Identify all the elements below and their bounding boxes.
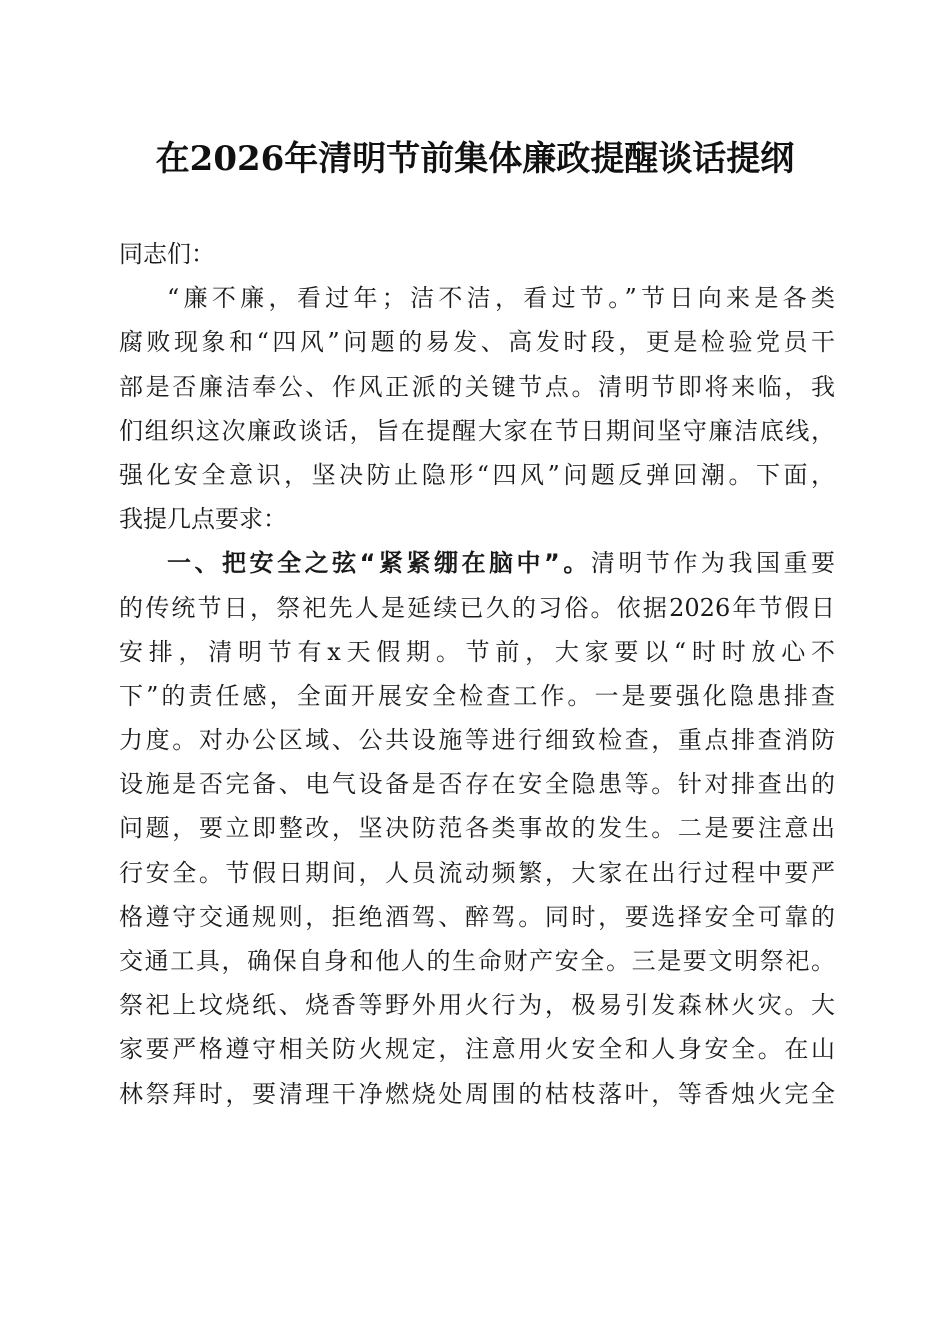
section-1-heading: 一、把安全之弦“紧紧绷在脑中”。 bbox=[167, 549, 591, 578]
salutation: 同志们： bbox=[119, 240, 215, 268]
section-1-line: 下”的责任感，全面开展安全检查工作。一是要强化隐患排查 bbox=[119, 681, 835, 710]
section-1-line: 交通工具，确保自身和他人的生命财产安全。三是要文明祭祀。 bbox=[119, 947, 835, 975]
section-1-line: 家要严格遵守相关防火规定，注意用火安全和人身安全。在山 bbox=[119, 1035, 835, 1064]
section-1-line: 的传统节日，祭祀先人是延续已久的习俗。依据2026年节假日 bbox=[119, 593, 835, 622]
intro-line: 我提几点要求： bbox=[119, 505, 287, 534]
intro-line: 部是否廉洁奉公、作风正派的关键节点。清明节即将来临，我 bbox=[119, 372, 835, 401]
section-1-line: 安排，清明节有x天假期。节前，大家要以“时时放心不 bbox=[119, 637, 835, 666]
section-1-line: 设施是否完备、电气设备是否存在安全隐患等。针对排查出的 bbox=[119, 770, 835, 799]
intro-line: 腐败现象和“四风”问题的易发、高发时段，更是检验党员干 bbox=[119, 328, 835, 357]
section-1-line: 力度。对办公区域、公共设施等进行细致检查，重点排查消防 bbox=[119, 726, 835, 755]
section-1-line: 行安全。节假日期间，人员流动频繁，大家在出行过程中要严 bbox=[119, 858, 835, 887]
section-1-first-line-text: 清明节作为我国重要 bbox=[590, 549, 836, 578]
section-1-line: 问题，要立即整改，坚决防范各类事故的发生。二是要注意出 bbox=[119, 814, 835, 843]
section-1-line: 祭祀上坟烧纸、烧香等野外用火行为，极易引发森林火灾。大 bbox=[119, 991, 835, 1020]
section-1-first-line bbox=[119, 541, 835, 585]
section-1-line: 格遵守交通规则，拒绝酒驾、醉驾。同时，要选择安全可靠的 bbox=[119, 902, 835, 931]
document-title: 在2026年清明节前集体廉政提醒谈话提纲 bbox=[155, 139, 795, 179]
intro-line: 们组织这次廉政谈话，旨在提醒大家在节日期间坚守廉洁底线， bbox=[119, 416, 835, 445]
intro-line: 强化安全意识，坚决防止隐形“四风”问题反弹回潮。下面， bbox=[119, 460, 835, 489]
section-1-line: 林祭拜时，要清理干净燃烧处周围的枯枝落叶，等香烛火完全 bbox=[119, 1079, 835, 1108]
intro-line: “廉不廉，看过年；洁不洁，看过节。”节日向来是各类 bbox=[167, 284, 835, 313]
document-body bbox=[119, 232, 835, 1116]
